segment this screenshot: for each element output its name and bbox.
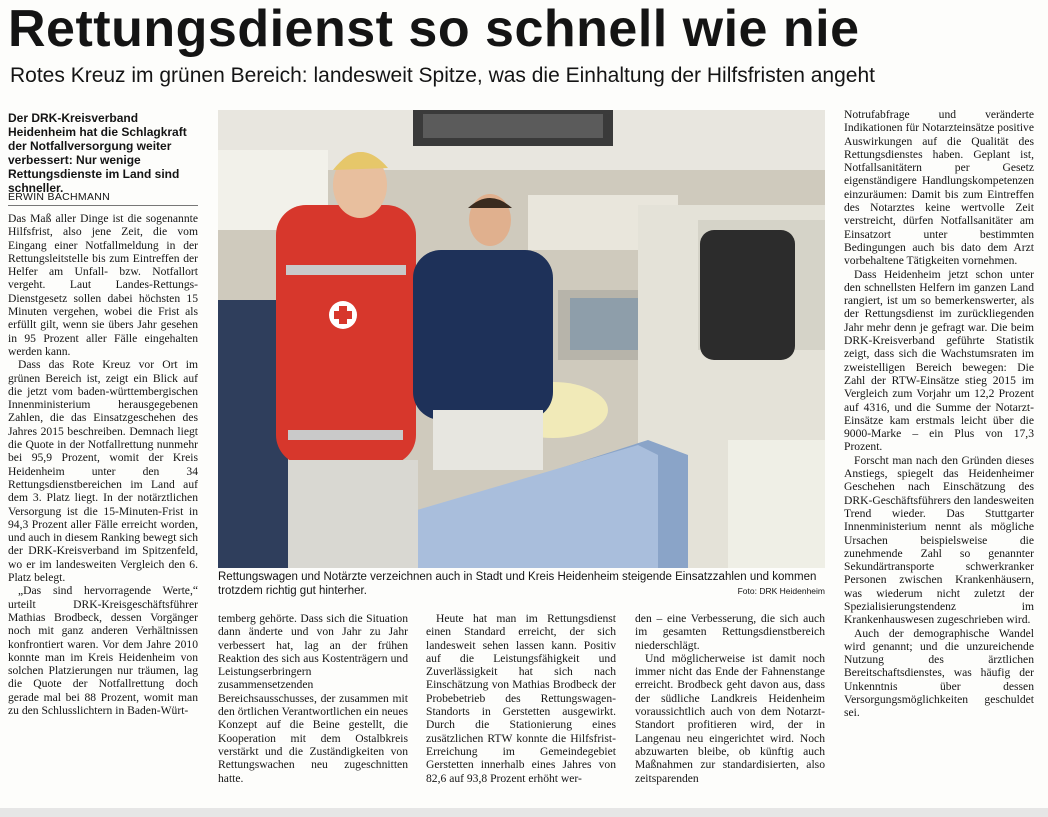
paragraph: Das Maß aller Dinge ist die sogenannte Hilfsfrist, also jene Zeit, die vom Eingang einer Notfallmeldung in der Rettungsleitstelle bis zum Eintreffen der Helfer am Unfall- bzw. Notfallort vergeht. Laut Landes-Rettungs-Dienstgesetz sollen dabei höchsten 15 Minuten vergehen, wobei die Frist als erfüllt gilt, wenn sie übers Jahr gesehen in 95 Prozent aller Fälle eingehalten werden kann. — [8, 212, 198, 358]
author-byline: ERWIN BACHMANN — [8, 191, 198, 206]
text-column-5 — [844, 108, 1034, 800]
paragraph: den – eine Verbesserung, die sich auch im gesamten Rettungsdienstbereich niederschlägt. — [635, 612, 825, 652]
paragraph: Dass das Rote Kreuz vor Ort im grünen Bereich ist, zeigt ein Blick auf die jetzt vom baden-württembergischen Innenministerium herausgegebenen Zahlen, die das Einsatzgeschehen des Jahres 2015 beschreiben. Demnach liegt die Quote in der Notfallrettung nunmehr bei 95,9 Prozent, womit der Kreis Heidenheim unter den 34 Rettungsdienstbereichen im Land auf dem 3. Platz liegt. In der notärztlichen Versorgung ist die 15-Minuten-Frist in 94,3 Prozent aller Fälle erreicht worden, und auch in diesem Ranking bewegt sich der DRK-Kreisverband im Spitzenfeld, wo er im landesweiten Vergleich den 6. Platz belegt. — [8, 358, 198, 585]
article-photo — [218, 110, 825, 568]
paragraph: Notrufabfrage und veränderte Indikationen für Notarzteinsätze positive Auswirkungen auf die Qualität des Rettungsdienstes haben. Geplant ist, Notfallsanitätern per Gesetz eigenständigere Handlungskompetenzen einzuräumen: Damit bis zum Eintreffen des Notarztes keine wertvolle Zeit verstreicht, dürfen Notfallsanitäter am Einsatzort unter bestimmten Bedingungen auch bis dato dem Arzt vorbehaltene Tätigkeiten vornehmen. — [844, 108, 1034, 268]
page-bottom-strip — [0, 808, 1048, 817]
article-lead: Der DRK-Kreisverband Heidenheim hat die Schlagkraft der Notfallversorgung weiter verbessert: Nur wenige Rettungsdienste im Land sind schneller. — [8, 111, 187, 195]
text-column-2 — [218, 612, 408, 802]
text-column-4 — [635, 612, 825, 802]
paragraph: „Das sind hervorragende Werte,“ urteilt DRK-Kreisgeschäftsführer Mathias Brodbeck, dessen Vorgänger noch mit ganz anderen Verhältnissen konfrontiert waren. Vor dem Jahre 2010 konnte man im Kreis Heidenheim von solchen Platzierungen nur träumen, lag die Quote der Notfallrettung doch gerade mal bei 88 Prozent, womit man zu den Schlusslichtern in Baden-Würt- — [8, 584, 198, 717]
paragraph: Forscht man nach den Gründen dieses Anstiegs, spiegelt das Heidenheimer Geschehen nach Einschätzung des DRK-Geschäftsführers den landesweiten Trend wieder. Das Stuttgarter Innenministerium nennt als mögliche Ursachen beispielsweise die zunehmende Zahl so genannter Sekundärtransporte schwerkranker Personen zwischen Krankenhäusern, was wiederum nicht zuletzt der Spezialisierungstendenz im Krankenhauswesen zugeschrieben wird. — [844, 453, 1034, 627]
photo-caption — [218, 571, 825, 598]
paragraph: Auch der demographische Wandel wird genannt; und die unzureichende Nutzung des ärztlichen Bereitschaftsdienstes, was häufig der Unkenntnis über dessen Versorgungsmöglichkeiten geschuldet sei. — [844, 626, 1034, 720]
subheadline: Rotes Kreuz im grünen Bereich: landesweit Spitze, was die Einhaltung der Hilfsfristen angeht — [10, 64, 875, 87]
text-column-3 — [426, 612, 616, 802]
headline: Rettungsdienst so schnell wie nie — [8, 0, 860, 58]
paragraph: Und möglicherweise ist damit noch immer nicht das Ende der Fahnenstange erreicht. Brodbeck geht davon aus, dass der südliche Landkreis Heidenheim voraussichtlich auch von dem Notarzt-Standort profitieren wird, der in Langenau neu eingerichtet wird. Noch abzuwarten bleibe, ob künftig auch Maßnahmen zur standardisierten, also zeitsparenden — [635, 651, 825, 785]
paragraph: temberg gehörte. Dass sich die Situation dann änderte und von Jahr zu Jahr verbessert hat, lag an der frühen Reaktion des sich aus Kostenträgern und Leistungserbringern zusammensetzenden Bereichsausschusses, der zusammen mit den örtlichen Verantwortlichen ein neues Konzept auf die Beine gestellt, die Kooperation mit dem Ostalbkreis verstärkt und die Zuständigkeiten von Rettungswachen neu zugeschnitten hatte. — [218, 612, 408, 785]
text-column-1 — [8, 212, 198, 800]
ambulance-interior-image — [218, 110, 825, 568]
paragraph: Heute hat man im Rettungsdienst einen Standard erreicht, der sich landesweit sehen lassen kann. Positiv auf die Leistungsfähigkeit und Zuverlässigkeit hat sich nach Einschätzung von Mathias Brodbeck der Probebetrieb des Rettungswagen-Standorts in Gerstetten ausgewirkt. Durch die Stationierung eines zusätzlichen RTW konnte die Hilfsfrist-Erreichung im Gemeindegebiet Gerstetten innerhalb eines Jahres von 82,6 auf 93,8 Prozent erhöht wer- — [426, 612, 616, 785]
photo-credit: Foto: DRK Heidenheim — [737, 585, 825, 596]
caption-text: Rettungswagen und Notärzte verzeichnen auch in Stadt und Kreis Heidenheim steigende Einsatzzahlen und kommen trotzdem richtig gut hinterher. — [218, 571, 817, 597]
paragraph: Dass Heidenheim jetzt schon unter den schnellsten Helfern im ganzen Land rangiert, ist um so bemerkenswerter, als der Rettungsdienst im zurückliegenden Jahr mehr denn je gefragt war. Die beim DRK-Kreisverband geführte Statistik zeigt, dass sich die Wachstumsraten im zweistelligen Bereich bewegen: Die Zahl der RTW-Einsätze stieg 2015 im Vergleich zum Vorjahr um 12,2 Prozent auf 4316, und die Summe der Notarzt-Einsätze kam erstmals leicht über die 9000-Marke – ein Plus von 17,3 Prozent. — [844, 267, 1034, 454]
